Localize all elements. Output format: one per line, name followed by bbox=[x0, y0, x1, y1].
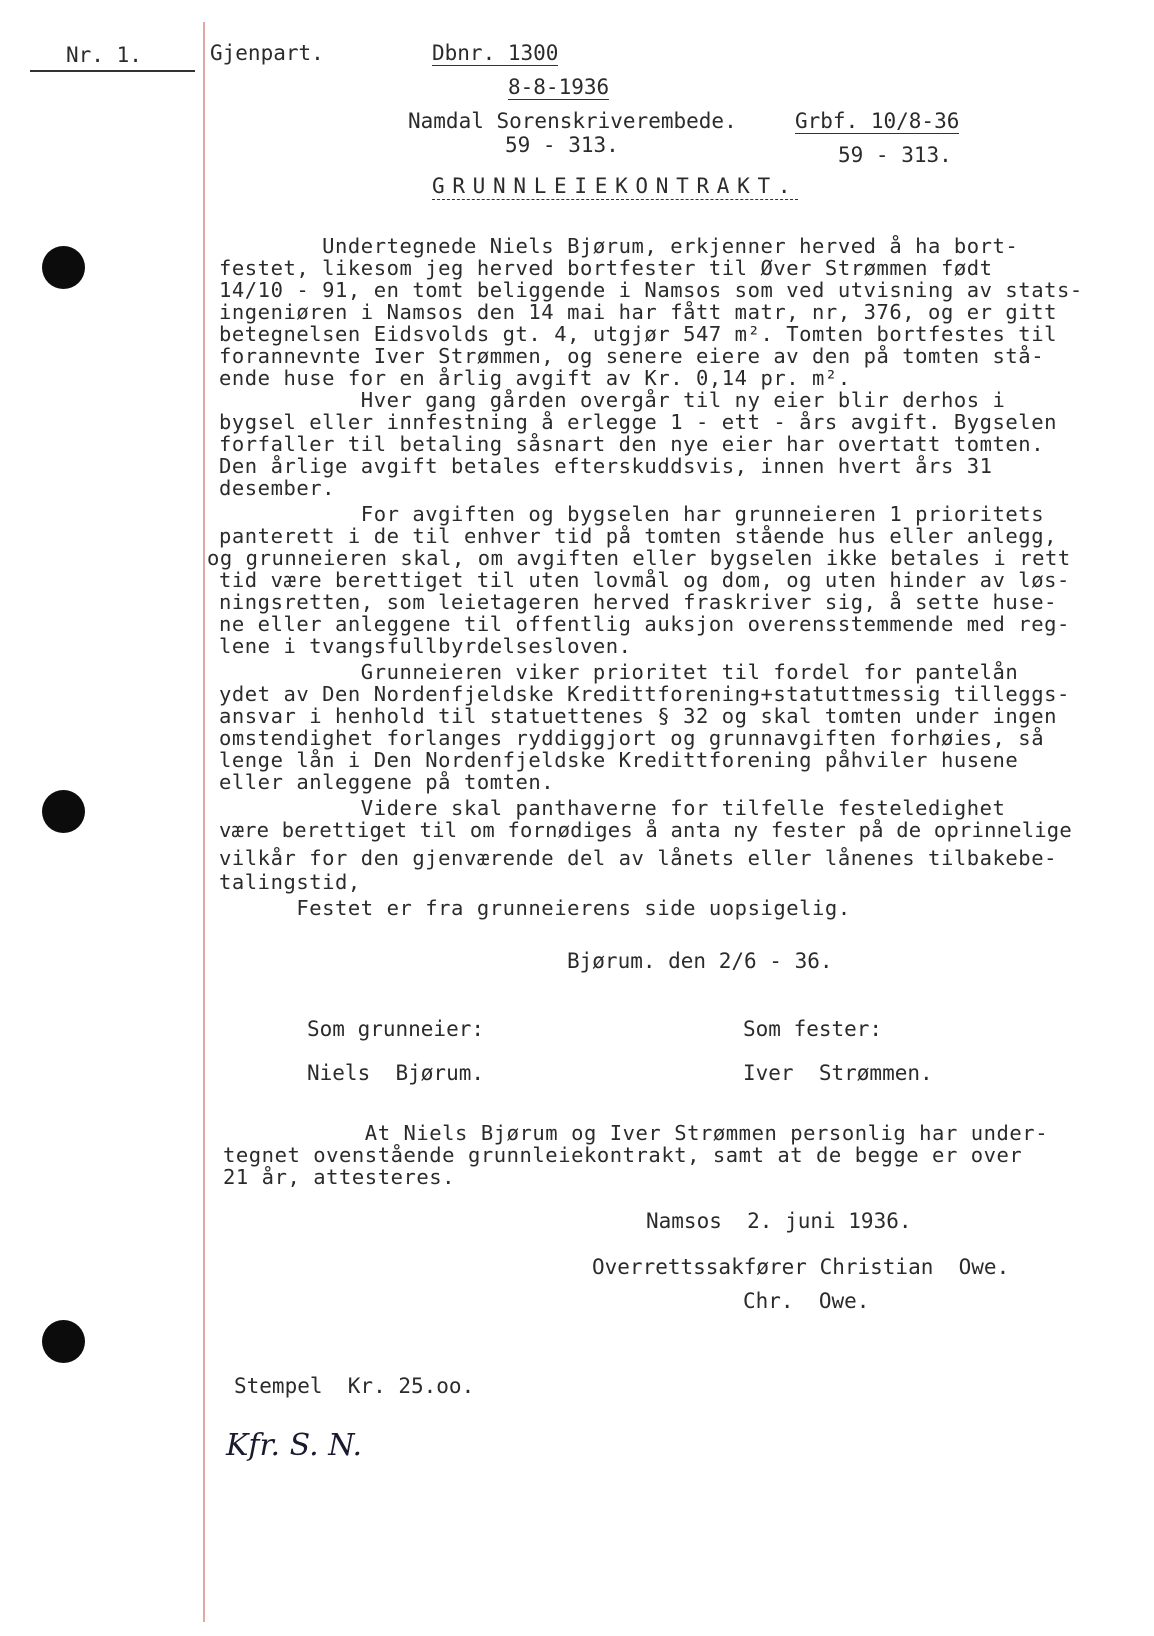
body-line: festet, likesom jeg herved bortfester til Øver Strømmen født bbox=[219, 256, 993, 280]
punch-hole bbox=[42, 790, 85, 833]
court-office: Namdal Sorenskriverembede. bbox=[408, 109, 737, 133]
stamp-fee: Stempel Kr. 25.oo. bbox=[234, 1374, 475, 1398]
reference-left: 59 - 313. bbox=[505, 133, 619, 157]
body-line: tid være berettiget til uten lovmål og dom, og uten hinder av løs- bbox=[219, 568, 1070, 592]
lessor-name: Niels Bjørum. bbox=[307, 1061, 485, 1085]
signing-place-date: Bjørum. den 2/6 - 36. bbox=[567, 949, 833, 973]
lessee-label: Som fester: bbox=[743, 1017, 883, 1041]
registration-date: 8-8-1936 bbox=[508, 75, 610, 99]
body-line: forannevnte Iver Strømmen, og senere eiere av den på tomten stå- bbox=[219, 344, 1045, 368]
record-number: Nr. 1. bbox=[66, 43, 142, 67]
body-line: ende huse for en årlig avgift av Kr. 0,14 pr. m². bbox=[219, 366, 851, 390]
body-line: talingstid, bbox=[219, 870, 361, 894]
body-line: eller anleggene på tomten. bbox=[219, 770, 555, 794]
attest-place-date: Namsos 2. juni 1936. bbox=[646, 1209, 912, 1233]
body-line: 14/10 - 91, en tomt beliggende i Namsos som ved utvisning av stats- bbox=[219, 278, 1083, 302]
body-line: lenge lån i Den Nordenfjeldske Kredittforening påhviler husene bbox=[219, 748, 1019, 772]
attest-signature: Chr. Owe. bbox=[743, 1289, 870, 1313]
reference-right: 59 - 313. bbox=[838, 143, 952, 167]
attest-line: 21 år, attesteres. bbox=[223, 1165, 456, 1189]
body-line: ansvar i henhold til statuettenes § 32 og skal tomten under ingen bbox=[219, 704, 1057, 728]
attest-line: At Niels Bjørum og Iver Strømmen personlig har under- bbox=[223, 1121, 1049, 1145]
lessee-name: Iver Strømmen. bbox=[743, 1061, 933, 1085]
margin-rule bbox=[203, 22, 205, 1622]
punch-hole bbox=[42, 1320, 85, 1363]
attest-signer: Overrettssakfører Christian Owe. bbox=[592, 1255, 1010, 1279]
body-line: For avgiften og bygselen har grunneieren 1 prioritets bbox=[219, 502, 1045, 526]
body-line: Den årlige avgift betales efterskuddsvis, innen hvert års 31 bbox=[219, 454, 993, 478]
copy-label: Gjenpart. bbox=[210, 41, 324, 65]
lessor-label: Som grunneier: bbox=[307, 1017, 485, 1041]
body-line: Videre skal panthaverne for tilfelle festeledighet bbox=[219, 796, 1006, 820]
body-line: og grunneieren skal, om avgiften eller bygselen ikke betales i rett bbox=[207, 546, 1071, 570]
body-line: være berettiget til om fornødiges å anta ny fester på de oprinnelige bbox=[219, 818, 1072, 842]
body-line: betegnelsen Eidsvolds gt. 4, utgjør 547 m². Tomten bortfestes til bbox=[219, 322, 1057, 346]
body-line: desember. bbox=[219, 476, 336, 500]
body-line: ydet av Den Nordenfjeldske Kredittforening+statuttmessig tilleggs- bbox=[219, 682, 1070, 706]
body-line: bygsel eller innfestning å erlegge 1 - ett - års avgift. Bygselen bbox=[219, 410, 1057, 434]
body-line: ne eller anleggene til offentlig auksjon overensstemmende med reg- bbox=[219, 612, 1070, 636]
handwritten-initials: Kfr. S. N. bbox=[226, 1428, 363, 1463]
body-line: vilkår for den gjenværende del av lånets eller lånenes tilbakebe- bbox=[219, 846, 1057, 870]
body-line: ningsretten, som leietageren herved fraskriver sig, å sette huse- bbox=[219, 590, 1057, 614]
grbf-reference: Grbf. 10/8-36 bbox=[795, 109, 960, 133]
attest-line: tegnet ovenstående grunnleiekontrakt, samt at de begge er over bbox=[223, 1143, 1023, 1167]
body-line: lene i tvangsfullbyrdelsesloven. bbox=[219, 634, 632, 658]
record-number-underline bbox=[30, 70, 195, 72]
body-line: Hver gang gården overgår til ny eier blir derhos i bbox=[219, 388, 1006, 412]
document-title: GRUNNLEIEKONTRAKT. bbox=[432, 174, 799, 198]
body-line: Undertegnede Niels Bjørum, erkjenner herved å ha bort- bbox=[219, 234, 1019, 258]
dbnr: Dbnr. 1300 bbox=[432, 41, 559, 65]
body-line: ingeniøren i Namsos den 14 mai har fått matr, nr, 376, og er gitt bbox=[219, 300, 1057, 324]
punch-hole bbox=[42, 246, 85, 289]
body-line: forfaller til betaling såsnart den nye eier har overtatt tomten. bbox=[219, 432, 1045, 456]
body-line: panterett i de til enhver tid på tomten stående hus eller anlegg, bbox=[219, 524, 1057, 548]
body-line: Festet er fra grunneierens side uopsigelig. bbox=[219, 896, 851, 920]
body-line: omstendighet forlanges ryddiggjort og grunnavgiften forhøies, så bbox=[219, 726, 1045, 750]
body-line: Grunneieren viker prioritet til fordel for pantelån bbox=[219, 660, 1019, 684]
